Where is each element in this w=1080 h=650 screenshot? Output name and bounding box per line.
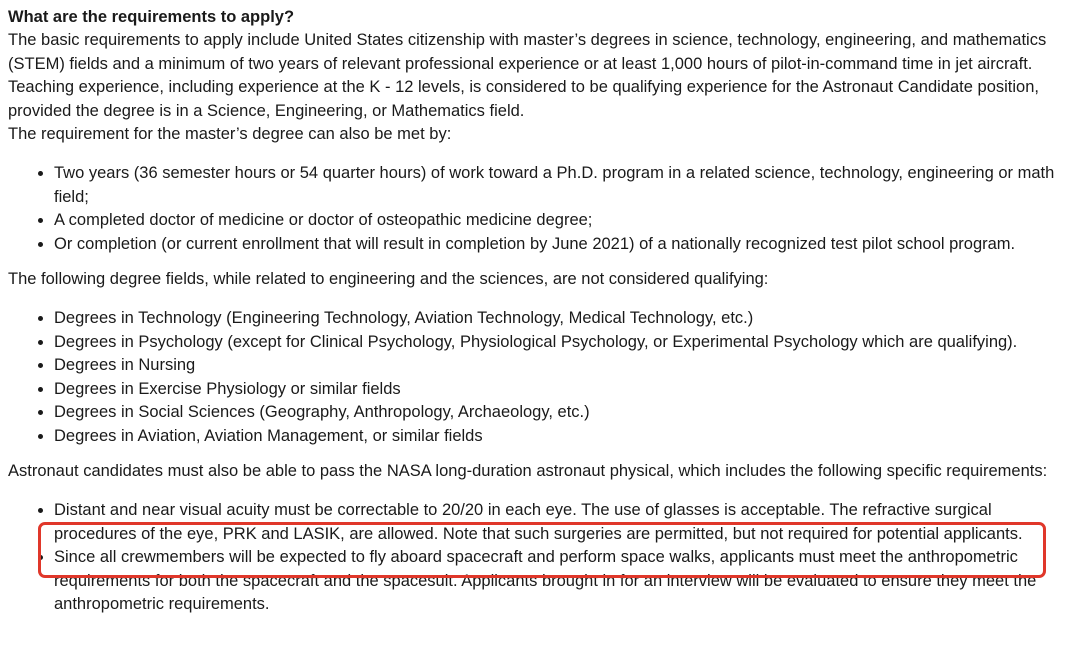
list-item: • Degrees in Aviation, Aviation Management, or similar fields xyxy=(54,425,1074,448)
list-item: • A completed doctor of medicine or doctor of osteopathic medicine degree; xyxy=(54,209,1074,232)
intro-paragraph: The basic requirements to apply include United States citizenship with master’s degrees in science, technology, engineering, and mathematics (STEM) fields and a minimum of two years of relevant professional experience or at least 1,000 hours of pilot-in-command time in jet aircraft. Teaching experience, including experience at the K - 12 levels, is considered to be qualifying experience for the Astronaut Candidate position, provided the degree is in a Science, Engineering, or Mathematics field. xyxy=(8,31,1047,120)
masters-lead-paragraph: The requirement for the master’s degree can also be met by: xyxy=(8,125,452,144)
physical-requirements-list xyxy=(8,499,1074,616)
masters-alternatives-list xyxy=(8,162,1074,256)
list-item: • Degrees in Psychology (except for Clinical Psychology, Physiological Psychology, or Experimental Psychology which are qualifying). xyxy=(54,331,1074,354)
list-item-vision-highlighted: • Distant and near visual acuity must be correctable to 20/20 in each eye. The use of glasses is acceptable. The refractive surgical procedures of the eye, PRK and LASIK, are allowed. Note that such surgeries are permitted, but not required for potential applicants. xyxy=(54,499,1074,546)
list-item: • Degrees in Technology (Engineering Technology, Aviation Technology, Medical Technology, etc.) xyxy=(54,307,1074,330)
nonqualifying-fields-list xyxy=(8,307,1074,447)
section-heading: What are the requirements to apply? xyxy=(8,8,295,26)
requirements-article xyxy=(8,6,1074,616)
list-item: • Degrees in Social Sciences (Geography, Anthropology, Archaeology, etc.) xyxy=(54,401,1074,424)
list-item: • Degrees in Exercise Physiology or similar fields xyxy=(54,378,1074,401)
physical-lead-paragraph: Astronaut candidates must also be able to pass the NASA long-duration astronaut physical, which includes the following specific requirements: xyxy=(8,461,1048,480)
list-item: • Degrees in Nursing xyxy=(54,354,1074,377)
list-item: • Two years (36 semester hours or 54 quarter hours) of work toward a Ph.D. program in a related science, technology, engineering or math field; xyxy=(54,162,1074,209)
nonqualifying-lead-paragraph: The following degree fields, while related to engineering and the sciences, are not considered qualifying: xyxy=(8,270,769,289)
list-item: • Or completion (or current enrollment that will result in completion by June 2021) of a nationally recognized test pilot school program. xyxy=(54,233,1074,256)
list-item: • Since all crewmembers will be expected to fly aboard spacecraft and perform space walks, applicants must meet the anthropometric requirements for both the spacecraft and the spacesuit. Applicants brought in for an interview will be evaluated to ensure they meet the anthropometric requirements. xyxy=(54,546,1074,616)
